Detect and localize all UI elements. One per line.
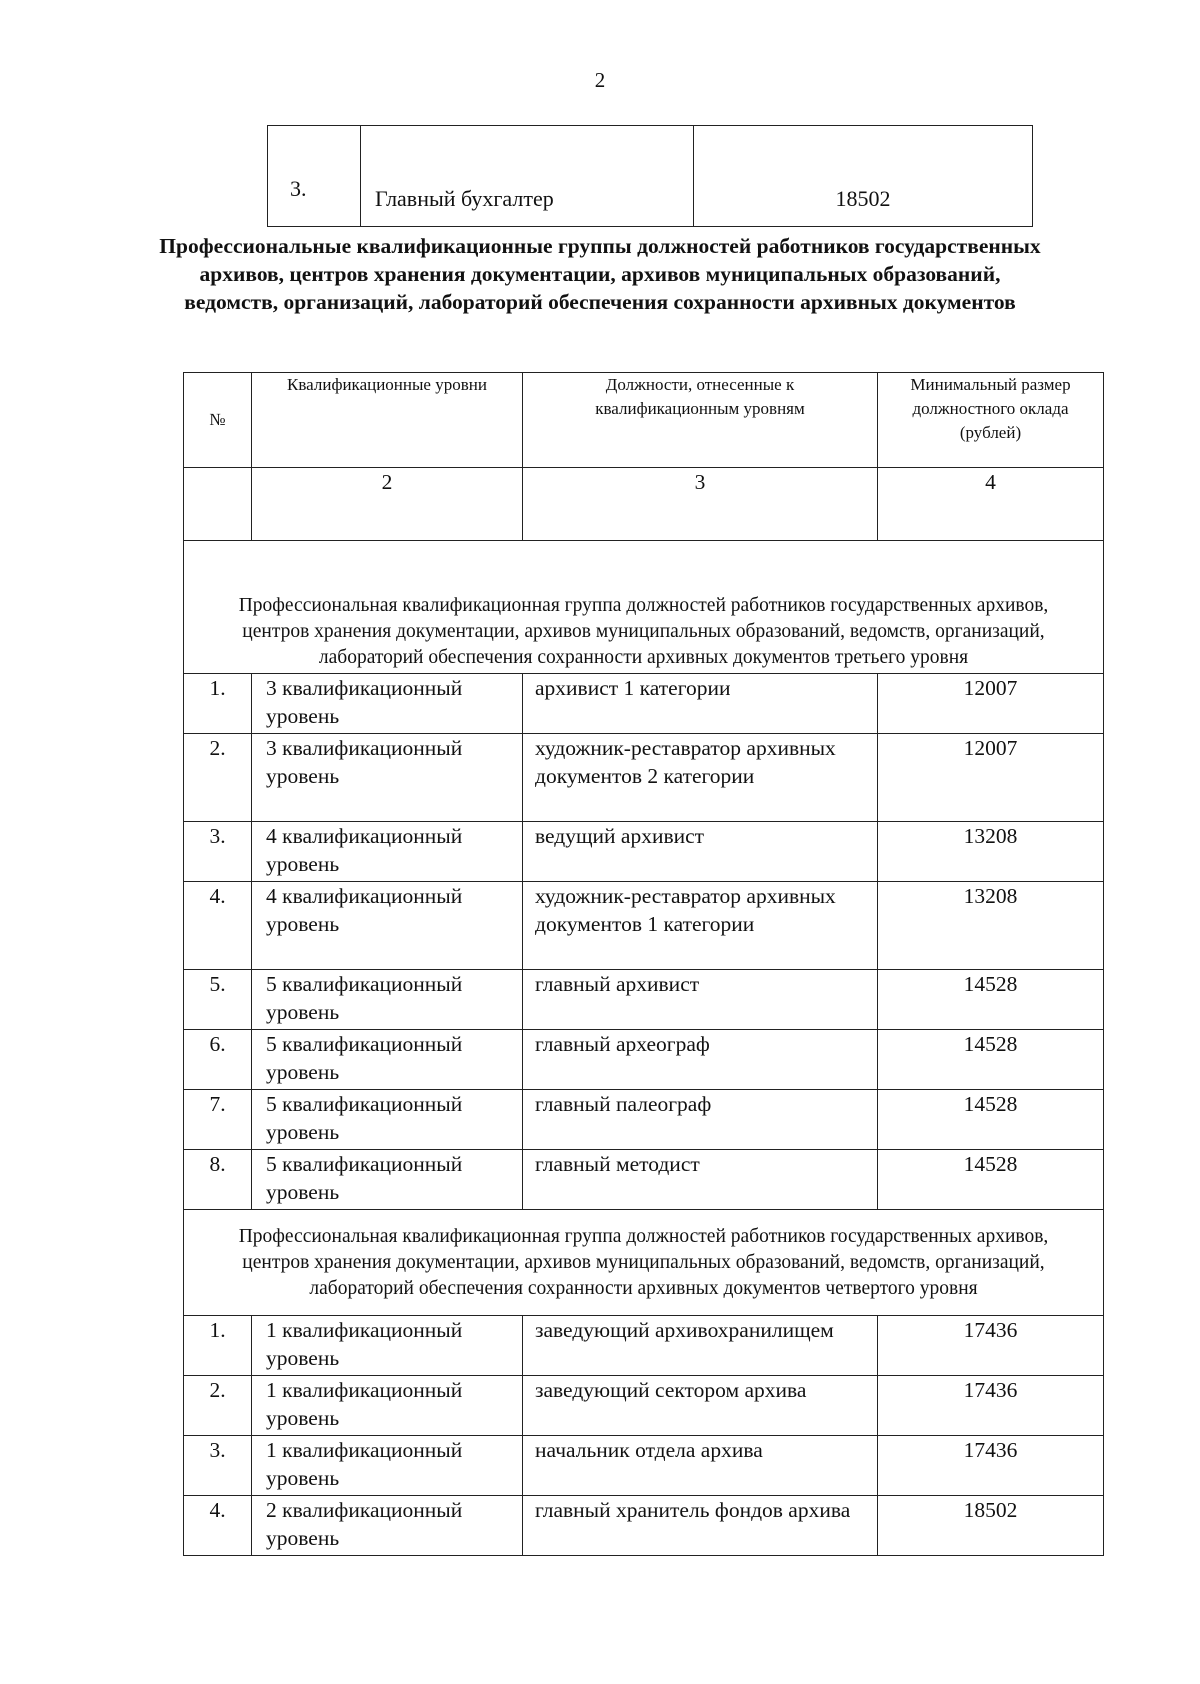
row-number: 4. (184, 882, 252, 970)
header-salary: Минимальный размер должностного оклада (рублей) (878, 373, 1104, 468)
table-row (184, 1090, 1104, 1150)
row-number: 1. (184, 1316, 252, 1376)
qualification-level: 5 квалификационный уровень (252, 1090, 523, 1150)
table-row (184, 1316, 1104, 1376)
position-name: заведующий архивохранилищем (523, 1316, 878, 1376)
qualification-level: 3 квалификационный уровень (252, 674, 523, 734)
table-row (184, 1496, 1104, 1556)
salary-value: 18502 (878, 1496, 1104, 1556)
position-name: главный палеограф (523, 1090, 878, 1150)
qualification-level: 3 квалификационный уровень (252, 734, 523, 822)
salary-value: 12007 (878, 674, 1104, 734)
position-name: ведущий архивист (523, 822, 878, 882)
table-row (184, 1150, 1104, 1210)
column-number: 3 (523, 468, 878, 541)
row-number: 3. (184, 822, 252, 882)
position-name: начальник отдела архива (523, 1436, 878, 1496)
salary-value: 17436 (878, 1436, 1104, 1496)
position-name: художник-реставратор архивных документов 2 категории (523, 734, 878, 822)
salary-value: 13208 (878, 882, 1104, 970)
position-name: главный методист (523, 1150, 878, 1210)
table-header-row (184, 373, 1104, 468)
salary-value: 13208 (878, 822, 1104, 882)
salary-value: 14528 (878, 970, 1104, 1030)
table-row (268, 126, 1033, 227)
salary-value: 14528 (878, 1030, 1104, 1090)
position-name: главный архивист (523, 970, 878, 1030)
qualification-level: 1 квалификационный уровень (252, 1316, 523, 1376)
table-row (184, 734, 1104, 822)
table-row (184, 822, 1104, 882)
row-number: 6. (184, 1030, 252, 1090)
column-number: 2 (252, 468, 523, 541)
salary-value: 18502 (694, 126, 1033, 227)
qualification-level: 5 квалификационный уровень (252, 1150, 523, 1210)
salary-value: 17436 (878, 1376, 1104, 1436)
section-heading: Профессиональные квалификационные группы должностей работников государственных архивов, центров хранения документации, архивов муниципальных образований, ведомств, организаций, лабораторий обеспечения сохранности архивных документов (159, 234, 1041, 314)
group-title: Профессиональная квалификационная группа должностей работников государственных архивов, центров хранения документации, архивов муниципальных образований, ведомств, организаций, лабораторий обеспечения сохранности архивных документов третьего уровня (184, 541, 1104, 674)
table-row (184, 1030, 1104, 1090)
qualification-level: 5 квалификационный уровень (252, 970, 523, 1030)
qualification-table (183, 372, 1104, 1556)
position-name: главный хранитель фондов архива (523, 1496, 878, 1556)
table-row (184, 882, 1104, 970)
table-row (184, 1436, 1104, 1496)
header-levels: Квалификационные уровни (252, 373, 523, 468)
table-row (184, 674, 1104, 734)
row-number: 3. (268, 126, 361, 227)
header-num: № (184, 373, 252, 468)
position-name: главный археограф (523, 1030, 878, 1090)
header-positions: Должности, отнесенные к квалификационным уровням (523, 373, 878, 468)
position-name: Главный бухгалтер (361, 126, 694, 227)
column-number-row (184, 468, 1104, 541)
top-table (267, 125, 1033, 227)
position-name: художник-реставратор архивных документов 1 категории (523, 882, 878, 970)
group-title: Профессиональная квалификационная группа должностей работников государственных архивов, центров хранения документации, архивов муниципальных образований, ведомств, организаций, лабораторий обеспечения сохранности архивных документов четвертого уровня (184, 1210, 1104, 1316)
row-number: 2. (184, 734, 252, 822)
row-number: 1. (184, 674, 252, 734)
group-title-row (184, 541, 1104, 674)
row-number: 7. (184, 1090, 252, 1150)
qualification-level: 4 квалификационный уровень (252, 822, 523, 882)
group-title-row (184, 1210, 1104, 1316)
position-name: архивист 1 категории (523, 674, 878, 734)
page-number: 2 (594, 68, 606, 92)
empty-cell (184, 468, 252, 541)
position-name: заведующий сектором архива (523, 1376, 878, 1436)
salary-value: 12007 (878, 734, 1104, 822)
qualification-level: 1 квалификационный уровень (252, 1436, 523, 1496)
qualification-level: 1 квалификационный уровень (252, 1376, 523, 1436)
column-number: 4 (878, 468, 1104, 541)
qualification-level: 2 квалификационный уровень (252, 1496, 523, 1556)
salary-value: 14528 (878, 1150, 1104, 1210)
row-number: 2. (184, 1376, 252, 1436)
row-number: 5. (184, 970, 252, 1030)
row-number: 8. (184, 1150, 252, 1210)
qualification-level: 4 квалификационный уровень (252, 882, 523, 970)
salary-value: 17436 (878, 1316, 1104, 1376)
row-number: 4. (184, 1496, 252, 1556)
table-row (184, 970, 1104, 1030)
salary-value: 14528 (878, 1090, 1104, 1150)
row-number: 3. (184, 1436, 252, 1496)
qualification-level: 5 квалификационный уровень (252, 1030, 523, 1090)
table-row (184, 1376, 1104, 1436)
